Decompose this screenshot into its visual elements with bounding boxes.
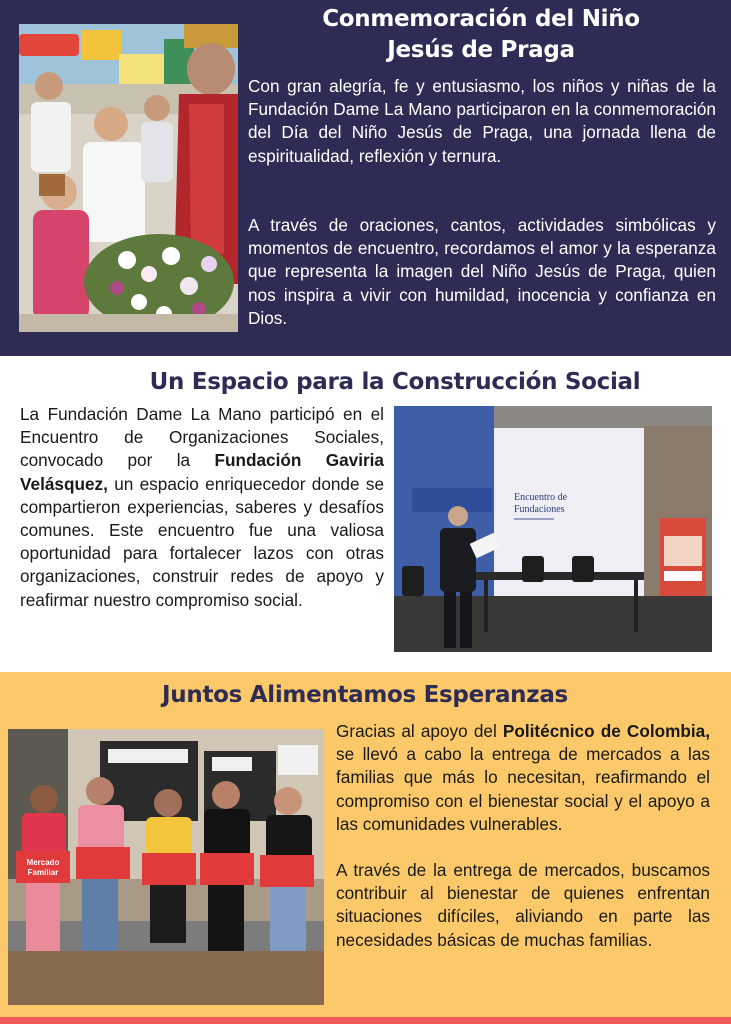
section3-title: Juntos Alimentamos Esperanzas — [162, 682, 568, 708]
section-alimentamos-esperanzas — [0, 672, 731, 1017]
section2-highlight: Fundación Gaviria Velásquez, — [20, 450, 384, 494]
box-label-line2: Familiar — [27, 868, 59, 877]
section2-text-before: La Fundación Dame La Mano participó en el Encuentro de Organizaciones Sociales, convocado por la — [20, 404, 384, 471]
bottom-accent-strip — [0, 1017, 731, 1024]
section2-text-after: un espacio enriquecedor donde se compartieron experiencias, saberes y desafíos comunes. Este encuentro fue una valiosa oportunidad para fortalecer lazos con otras organizaciones, construir redes de apoyo y reafirmar nuestro compromiso social. — [20, 473, 384, 610]
section3-text-after: se llevó a cabo la entrega de mercados a las familias que más lo necesitan, reafirmando el compromiso con el bienestar social y el apoyo a las comunidades vulnerables. — [336, 744, 710, 834]
section2-paragraph — [20, 403, 384, 612]
section3-paragraph2: A través de la entrega de mercados, buscamos contribuir al bienestar de quienes enfrentan situaciones difíciles, aliviando en parte las necesidades básicas de muchas familias. — [336, 860, 710, 950]
section1-title-line1: Conmemoración del Niño — [322, 6, 640, 32]
screen-title-line2: Fundaciones — [514, 504, 565, 515]
photo-mercado-familiar — [8, 729, 324, 1005]
photo-encuentro-fundaciones — [394, 406, 712, 652]
section1-paragraph1: Con gran alegría, fe y entusiasmo, los niños y niñas de la Fundación Dame La Mano participaron en la conmemoración del Día del Niño Jesús de Praga, una jornada llena de espiritualidad, reflexión y ternura. — [248, 76, 716, 166]
section3-paragraph1 — [336, 720, 710, 836]
section1-title — [244, 4, 718, 66]
section3-highlight: Politécnico de Colombia, — [502, 721, 710, 741]
screen-title-line1: Encuentro de — [514, 492, 568, 503]
section3-text-before: Gracias al apoyo del — [336, 721, 503, 741]
section1-paragraph2: A través de oraciones, cantos, actividades simbólicas y momentos de encuentro, recordamos el amor y la esperanza que representa la imagen del Niño Jesús de Praga, quien nos inspira a vivir con humildad, inocencia y confianza en Dios. — [248, 215, 716, 328]
section1-title-line2: Jesús de Praga — [387, 37, 575, 63]
section-nino-jesus — [0, 0, 731, 356]
section-construccion-social — [0, 356, 731, 672]
section2-title: Un Espacio para la Construcción Social — [149, 369, 641, 395]
box-label-line1: Mercado — [26, 858, 60, 867]
photo-children-procession — [19, 24, 238, 332]
